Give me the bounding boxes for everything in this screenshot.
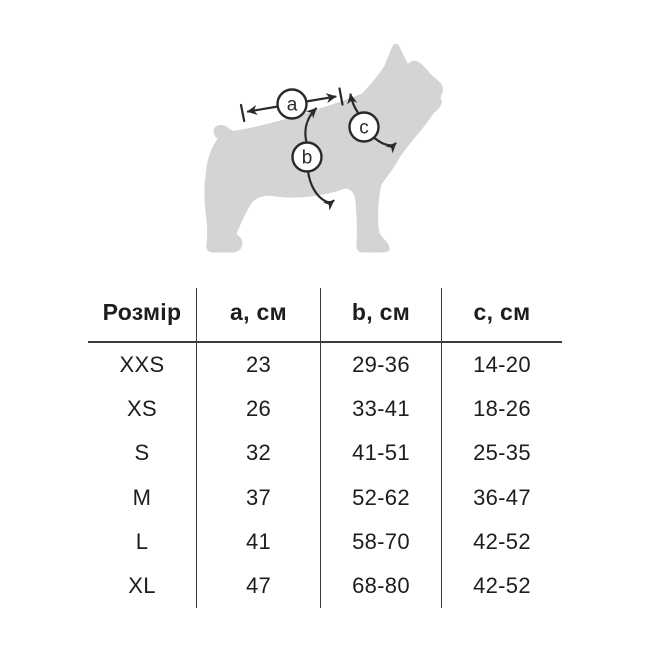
table-cell-size: M — [88, 475, 197, 519]
table-cell-a: 41 — [197, 520, 321, 564]
table-cell-c: 42-52 — [473, 528, 531, 554]
size-table-header-size: Розмір — [88, 288, 197, 343]
measure-c-label: c — [359, 117, 369, 139]
dog-silhouette — [204, 44, 442, 253]
table-cell-b: 41-51 — [321, 431, 442, 475]
table-cell-c: 36-47 — [473, 484, 531, 510]
measure-a-tick-left — [241, 105, 244, 121]
table-cell-a: 23 — [197, 343, 321, 387]
size-table — [88, 288, 562, 608]
table-cell-a: 47 — [197, 564, 321, 608]
measure-a-arrow-left — [248, 107, 278, 112]
table-cell-b: 29-36 — [321, 343, 442, 387]
table-cell-b: 68-80 — [321, 564, 442, 608]
table-cell-size: S — [88, 431, 197, 475]
table-cell-a: 37 — [197, 475, 321, 519]
table-cell-a: 26 — [197, 387, 321, 431]
measure-a-label: a — [286, 94, 298, 116]
table-cell-c: 18-26 — [473, 396, 531, 422]
table-cell-size: XL — [88, 564, 197, 608]
table-cell-size: L — [88, 520, 197, 564]
table-cell-c: 25-35 — [473, 440, 531, 466]
table-cell-size: XXS — [88, 343, 197, 387]
size-table-header-c: c, см — [442, 288, 562, 343]
table-cell-b: 58-70 — [321, 520, 442, 564]
table-cell-c: 42-52 — [473, 572, 531, 598]
size-table-header-a: a, см — [197, 288, 321, 343]
measure-b-label: b — [301, 147, 313, 169]
table-cell-b: 52-62 — [321, 475, 442, 519]
measure-a-arrow-right — [306, 97, 335, 102]
table-cell-a: 32 — [197, 431, 321, 475]
table-cell-c: 14-20 — [473, 352, 531, 378]
table-cell-b: 33-41 — [321, 387, 442, 431]
table-cell-size: XS — [88, 387, 197, 431]
size-table-header-b: b, см — [321, 288, 442, 343]
